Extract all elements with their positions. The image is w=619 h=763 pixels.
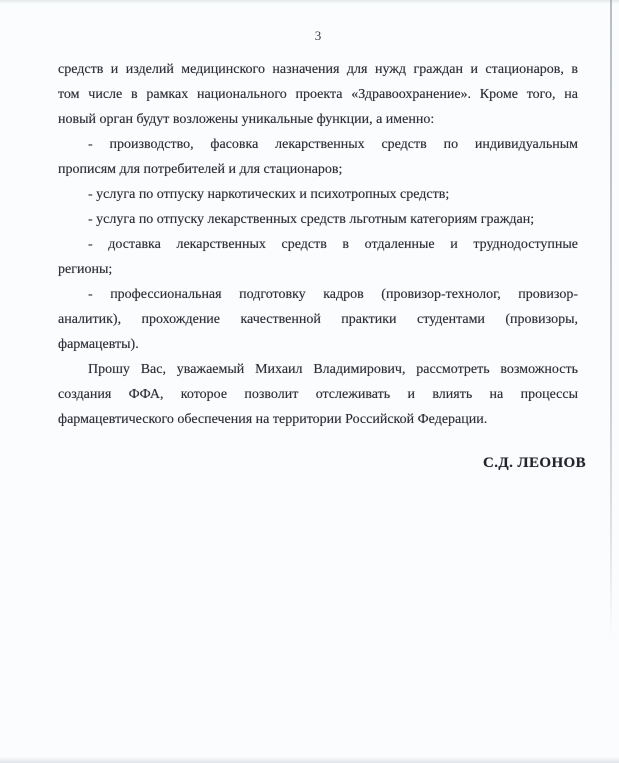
text-line: регионы; — [58, 262, 113, 277]
scan-edge-line — [610, 0, 612, 640]
page-number: 3 — [314, 28, 322, 43]
letter-body — [58, 57, 578, 432]
text-line: - услуга по отпуску лекарственных средств льготным категориям граждан; — [88, 212, 535, 227]
text-line: новый орган будут возложены уникальные функции, а именно: — [58, 112, 435, 127]
text-line: средств и изделий медицинского назначения для нужд граждан и стационаров, в — [58, 62, 578, 77]
text-line: создания ФФА, которое позволит отслеживать и влиять на процессы — [58, 387, 578, 402]
text-line: прописям для потребителей и для стационаров; — [58, 162, 343, 177]
signature-name: С.Д. ЛЕОНОВ — [483, 455, 586, 471]
paragraph-intro — [58, 57, 578, 132]
text-line: Прошу Вас, уважаемый Михаил Владимирович, рассмотреть возможность — [88, 362, 578, 377]
text-line: - доставка лекарственных средств в отдаленные и труднодоступные — [88, 237, 578, 252]
paragraph-bullet-delivery — [58, 232, 578, 282]
paper-top-edge-shade — [0, 0, 619, 4]
text-line: том числе в рамках национального проекта «Здравоохранение». Кроме того, на — [58, 87, 578, 102]
paper-bottom-edge-shade — [0, 757, 619, 763]
text-line: - услуга по отпуску наркотических и психотропных средств; — [88, 187, 450, 202]
paragraph-bullet-narcotics — [58, 182, 578, 207]
paragraph-request — [58, 357, 578, 432]
text-line: - производство, фасовка лекарственных средств по индивидуальным — [88, 137, 578, 152]
text-line: фармацевтического обеспечения на территории Российской Федерации. — [58, 412, 488, 427]
text-line: аналитик), прохождение качественной практики студентами (провизоры, — [58, 312, 578, 327]
text-line: - профессиональная подготовку кадров (провизор-технолог, провизор- — [88, 287, 578, 302]
text-line: фармацевты). — [58, 337, 139, 352]
paragraph-bullet-production — [58, 132, 578, 182]
paragraph-bullet-privileged — [58, 207, 578, 232]
paragraph-bullet-training — [58, 282, 578, 357]
